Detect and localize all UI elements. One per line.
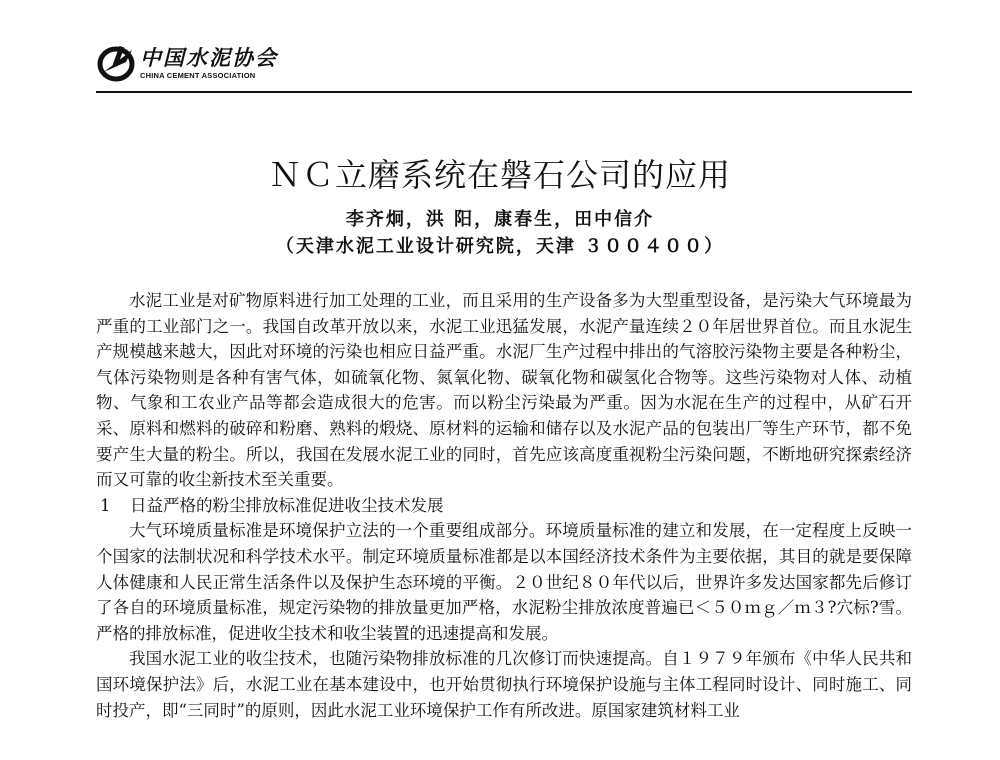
association-name-cn: 中国水泥协会 <box>140 46 278 70</box>
body-paragraph-intro: 水泥工业是对矿物原料进行加工处理的工业，而且采用的生产设备多为大型重型设备，是污染大气环境最为严重的工业部门之一。我国自改革开放以来，水泥工业迅猛发展，水泥产量连续２０年居世界首位。而且水泥生产规模越来越大，因此对环境的污染也相应日益严重。水泥厂生产过程中排出的气溶胶污染物主要是各种粉尘，气体污染物则是各种有害气体，如硫氧化物、氮氧化物、碳氧化物和碳氢化合物等。这些污染物对人体、动植物、气象和工农业产品等都会造成很大的危害。而以粉尘污染最为严重。因为水泥在生产的过程中，从矿石开采、原料和燃料的破碎和粉磨、熟料的煅烧、原材料的运输和储存以及水泥产品的包装出厂等生产环节，都不免要产生大量的粉尘。所以，我国在发展水泥工业的同时，首先应该高度重视粉尘污染问题，不断地研究探索经济而又可靠的收尘新技术至关重要。 <box>96 291 912 490</box>
article-body <box>96 288 912 723</box>
header-divider <box>96 91 912 93</box>
section-heading-1 <box>96 493 912 519</box>
journal-header <box>96 40 916 94</box>
body-paragraph-china-dust-tech: 我国水泥工业的收尘技术，也随污染物排放标准的几次修订而快速提高。自１９７９年颁布《中华人民共和国环境保护法》后，水泥工业在基本建设中，也开始贯彻执行环境保护设施与主体工程同时设计、同时施工、同时投产，即“三同时”的原则，因此水泥工业环境保护工作有所改进。原国家建筑材料工业 <box>96 649 912 720</box>
section-title: 日益严格的粉尘排放标准促进收尘技术发展 <box>130 495 444 515</box>
article-title: ＮＣ立磨系统在磐石公司的应用 <box>268 156 731 194</box>
body-paragraph-standards: 大气环境质量标准是环境保护立法的一个重要组成部分。环境质量标准的建立和发展，在一定程度上反映一个国家的法制状况和科学技术水平。制定环境质量标准都是以本国经济技术条件为主要依据，其目的就是要保障人体健康和人民正常生活条件以及保护生态环境的平衡。２０世纪８０年代以后，世界许多发达国家都先后修订了各自的环境质量标准，规定污染物的排放量更加严格，水泥粉尘排放浓度普遍已＜５０ｍｇ／ｍ３?穴标?雪。严格的排放标准，促进收尘技术和收尘装置的迅速提高和发展。 <box>96 521 912 643</box>
article-authors: 李齐炯，洪 阳，康春生，田中信介 <box>345 209 655 230</box>
association-name-en: CHINA CEMENT ASSOCIATION <box>140 71 256 80</box>
section-number: 1 <box>100 495 111 515</box>
association-logo-icon <box>96 42 138 84</box>
article-affiliation: （天津水泥工业设计研究院，天津 ３００４００） <box>275 236 725 257</box>
